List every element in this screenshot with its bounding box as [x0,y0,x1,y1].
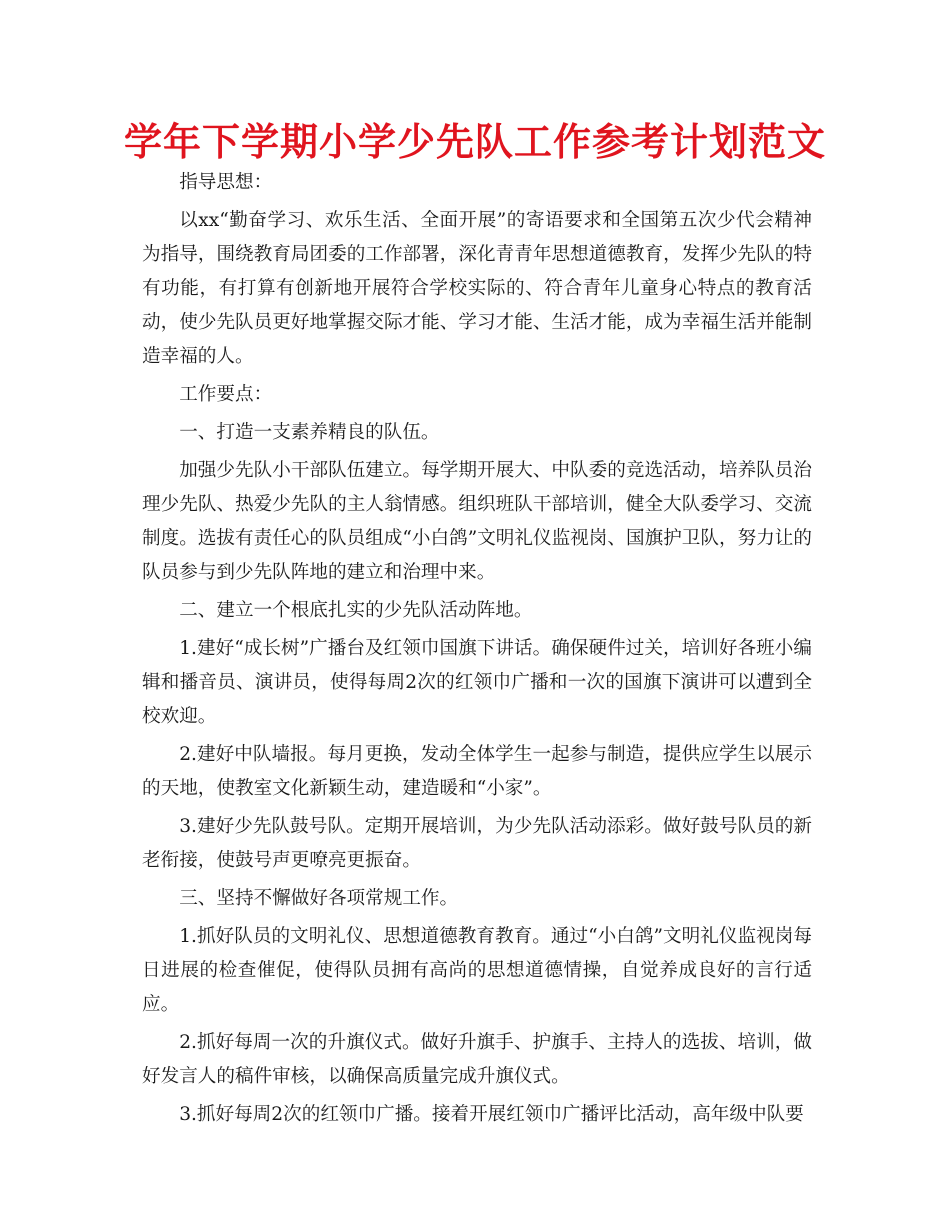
paragraph-section-2-item-1: 1.建好“成长树”广播台及红领巾国旗下讲话。确保硬件过关，培训好各班小编辑和播音员、演讲员，使得每周2次的红领巾广播和一次的国旗下演讲可以遭到全校欢迎。 [142,638,812,727]
paragraph-section-2-item-3: 3.建好少先队鼓号队。定期开展培训，为少先队活动添彩。做好鼓号队员的新老衔接，使鼓号声更嘹亮更振奋。 [142,816,812,871]
paragraph-section-3-heading: 三、坚持不懈做好各项常规工作。 [179,888,459,909]
paragraph-section-1-heading: 一、打造一支素养精良的队伍。 [179,422,440,443]
paragraph-section-2-heading: 二、建立一个根底扎实的少先队活动阵地。 [179,600,533,621]
paragraph-key-points-heading: 工作要点： [179,384,273,405]
paragraph-section-2-item-2: 2.建好中队墙报。每月更换，发动全体学生一起参与制造，提供应学生以展示的天地，使教室文化新颖生动，建造暖和“小家”。 [142,744,812,799]
paragraph-section-3-item-3: 3.抓好每周2次的红领巾广播。接着开展红领巾广播评比活动，高年级中队要 [179,1104,804,1125]
paragraph-section-3-item-1: 1.抓好队员的文明礼仪、思想道德教育教育。通过“小白鸽”文明礼仪监视岗每日进展的检查催促，使得队员拥有高尚的思想道德情操，自觉养成良好的言行适应。 [142,926,812,1015]
paragraph-section-3-item-2: 2.抓好每周一次的升旗仪式。做好升旗手、护旗手、主持人的选拔、培训，做好发言人的稿件审核，以确保高质量完成升旗仪式。 [142,1032,812,1087]
paragraph-guiding-text: 以xx“勤奋学习、欢乐生活、全面开展”的寄语要求和全国第五次少代会精神为指导，围绕教育局团委的工作部署，深化青青年思想道德教育，发挥少先队的特有功能，有打算有创新地开展符合学校实际的、符合青年儿童身心特点的教育活动，使少先队员更好地掌握交际才能、学习才能、生活才能，成为幸福生活并能制造幸福的人。 [142,210,812,367]
paragraph-section-1-text: 加强少先队小干部队伍建立。每学期开展大、中队委的竞选活动，培养队员治理少先队、热爱少先队的主人翁情感。组织班队干部培训，健全大队委学习、交流制度。选拔有责任心的队员组成“小白鸽”文明礼仪监视岗、国旗护卫队，努力让的队员参与到少先队阵地的建立和治理中来。 [142,460,812,583]
paragraph-guiding-heading: 指导思想： [179,172,273,193]
document-body [142,166,812,1136]
document-title: 学年下学期小学少先队工作参考计划范文 [123,120,826,164]
